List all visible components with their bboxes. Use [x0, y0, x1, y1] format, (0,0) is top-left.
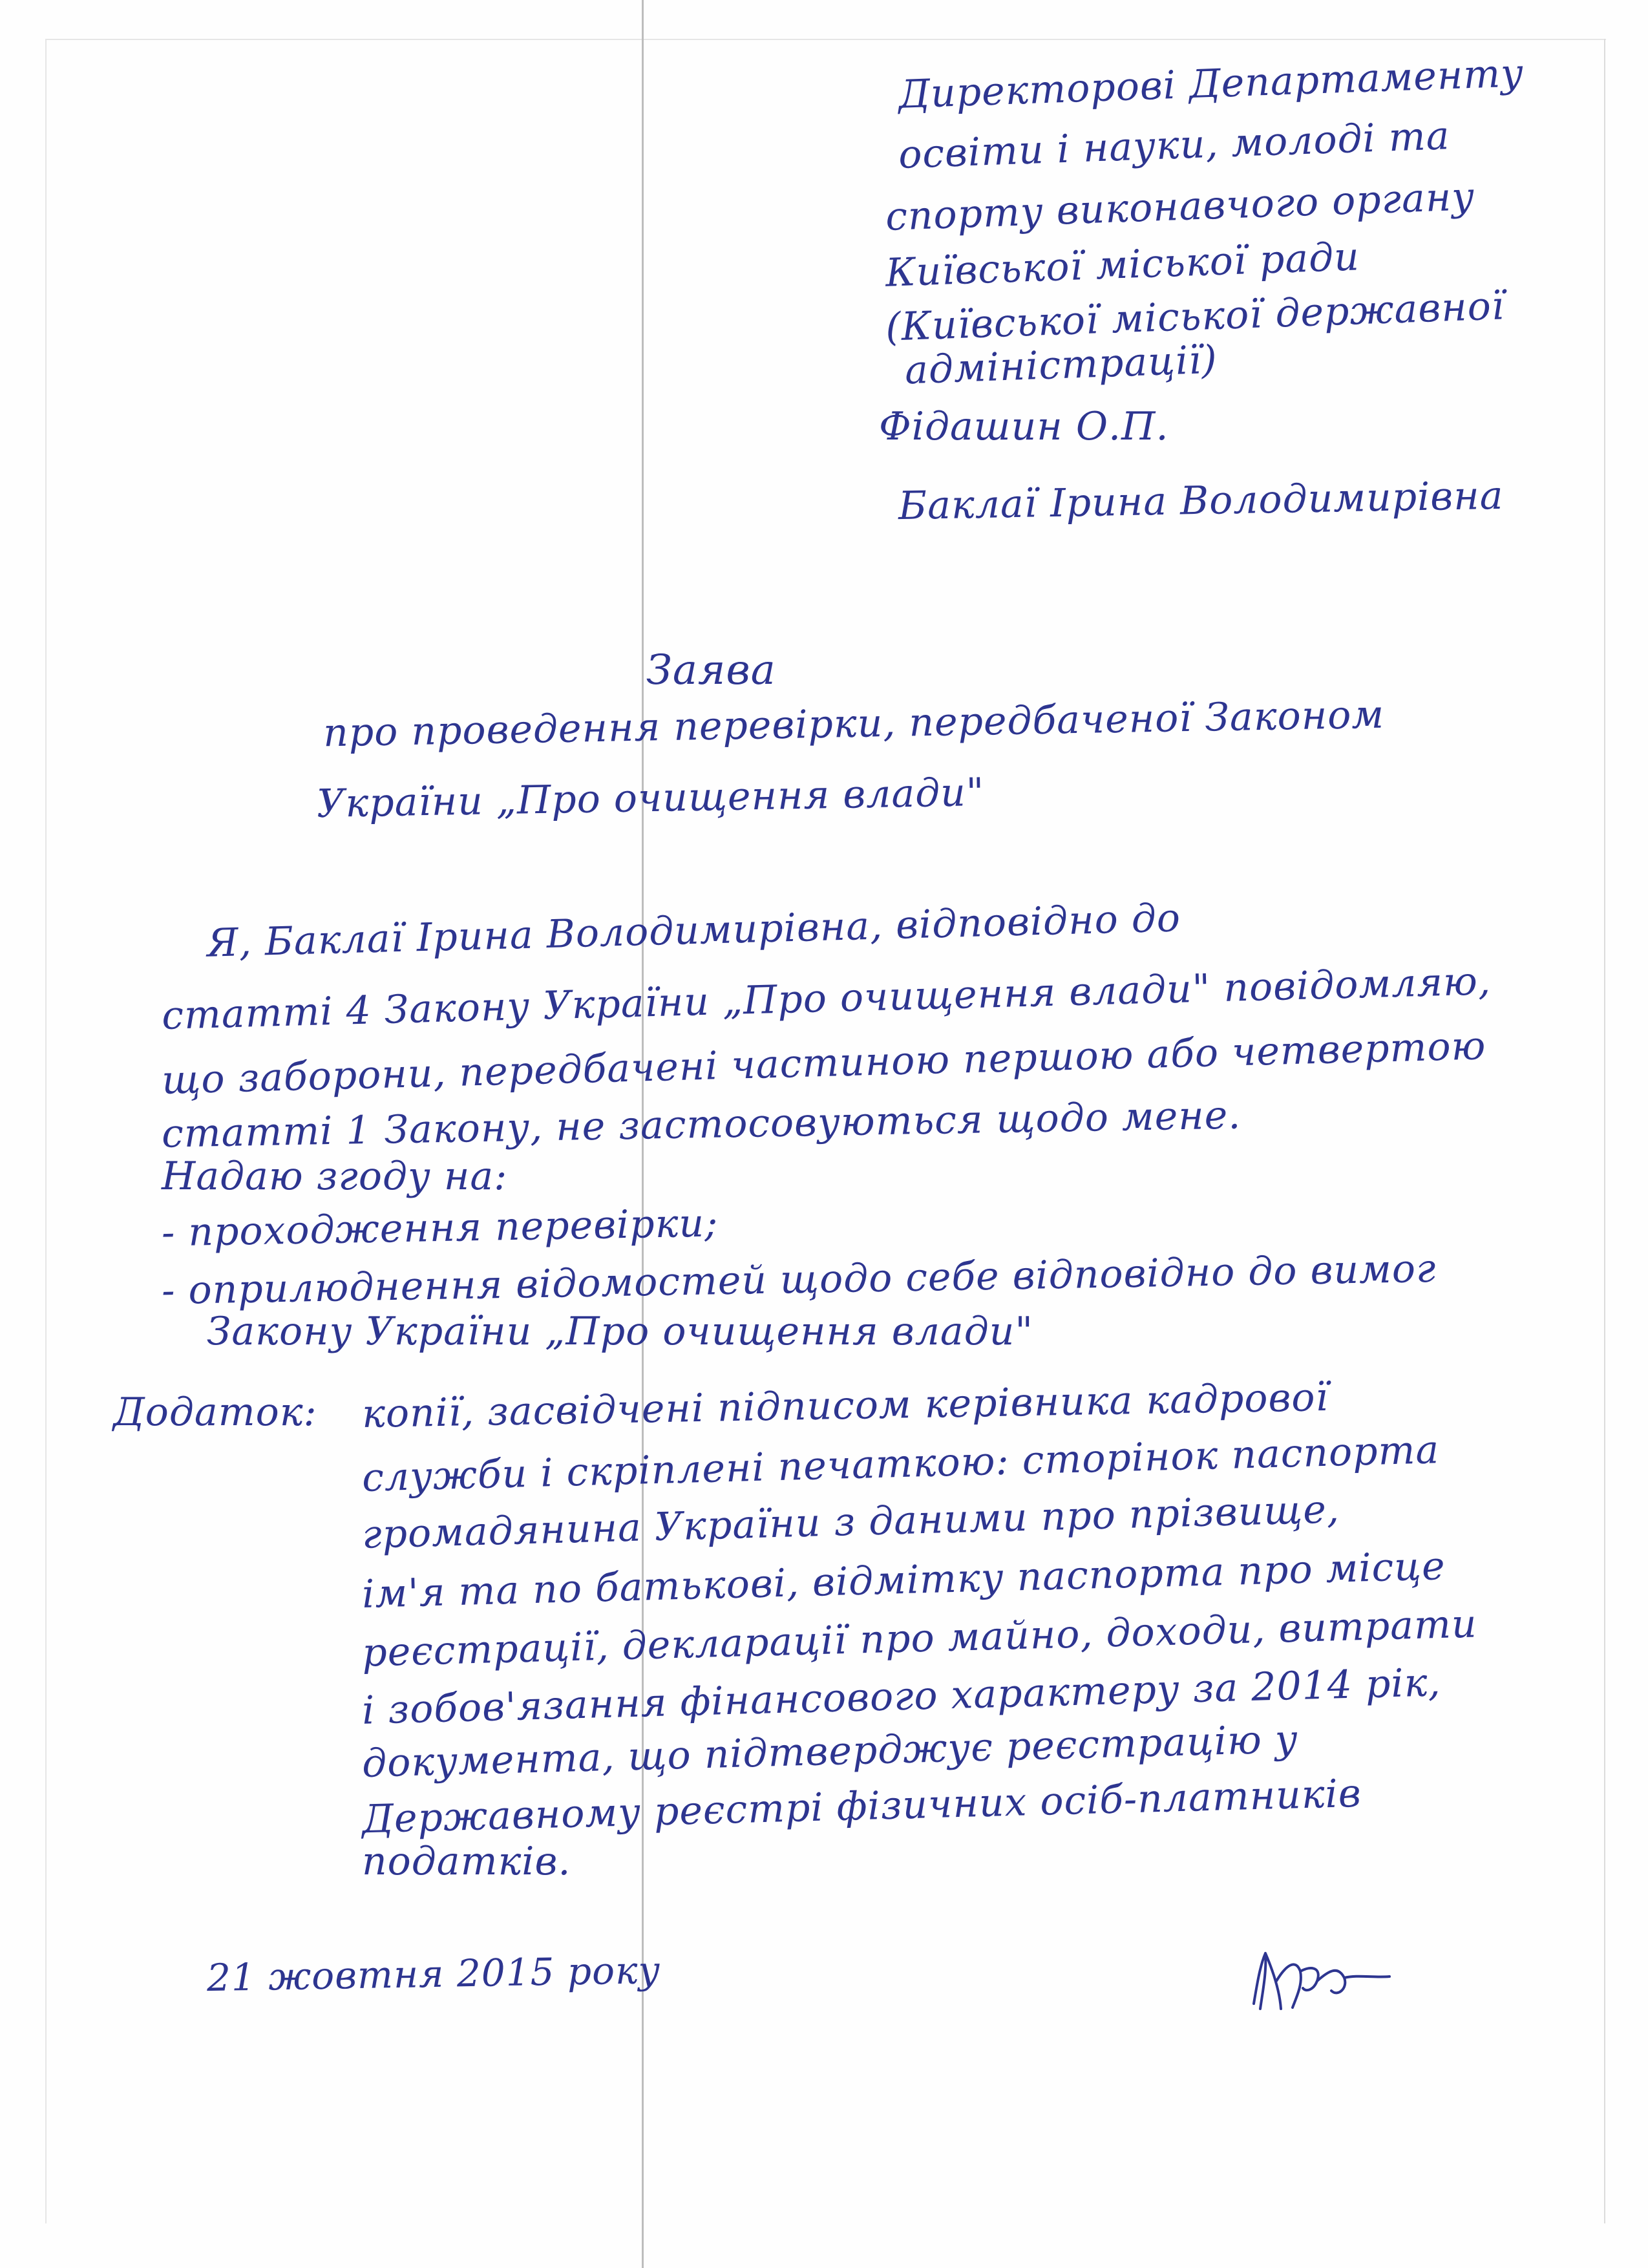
body-line-3: що заборони, передбачені частиною першою або четвертою [161, 1023, 1487, 1103]
body-line-1: Я, Баклаї Ірина Володимирівна, відповідно до [206, 895, 1181, 966]
attachment-line-9: податків. [362, 1839, 571, 1884]
document-title: Заява [646, 646, 776, 694]
heading-line-1: про проведення перевірки, передбаченої Законом [322, 692, 1385, 756]
addressee-line-5: (Київської міської державної [885, 283, 1506, 350]
body-line-8: Закону України „Про очищення влади" [207, 1309, 1033, 1354]
signature-icon [1241, 1945, 1396, 2017]
document-date: 21 жовтня 2015 року [206, 1947, 661, 2000]
scan-edge-right [1604, 39, 1605, 2223]
addressee-line-6: адміністрації) [903, 337, 1218, 394]
addressee-line-3: спорту виконавчого органу [885, 174, 1476, 240]
attachment-line-3: громадянина України з даними про прізвище, [361, 1487, 1340, 1558]
attachment-line-2: служби і скріплені печаткою: сторінок паспорта [361, 1427, 1441, 1501]
attachment-line-8: Державному реєстрі фізичних осіб-платників [361, 1770, 1362, 1843]
attachment-line-7: документа, що підтверджує реєстрацію у [361, 1717, 1299, 1786]
body-line-5: Надаю згоду на: [162, 1154, 508, 1199]
body-line-4: статті 1 Закону, не застосовуються щодо мене. [161, 1092, 1241, 1157]
attachment-line-4: ім'я та по батькові, відмітку паспорта про місце [361, 1543, 1446, 1617]
body-line-6: - проходження перевірки; [161, 1200, 719, 1256]
attachment-line-6: і зобов'язання фінансового характеру за 2014 рік, [361, 1660, 1442, 1733]
attachment-line-1: копії, засвідчені підписом керівника кадрової [361, 1374, 1329, 1437]
body-line-2: статті 4 Закону України „Про очищення влади" повідомляю, [161, 959, 1492, 1039]
addressee-line-4: Київської міської ради [885, 234, 1360, 296]
applicant-name: Баклаї Ірина Володимирівна [898, 472, 1505, 529]
addressee-name: Фідашин О.П. [879, 404, 1169, 449]
addressee-line-1: Директорові Департаменту [898, 50, 1525, 118]
body-line-7: - оприлюднення відомостей щодо себе відповідно до вимог [161, 1245, 1437, 1314]
scan-edge-left [45, 39, 47, 2223]
heading-line-2: України „Про очищення влади" [316, 769, 986, 827]
attachment-label: Додаток: [113, 1390, 317, 1435]
addressee-line-2: освіти і науки, молоді та [898, 113, 1451, 178]
attachment-line-5: реєстрації, декларації про майно, доходи, витрати [361, 1601, 1478, 1676]
scan-edge-top [45, 39, 1606, 40]
